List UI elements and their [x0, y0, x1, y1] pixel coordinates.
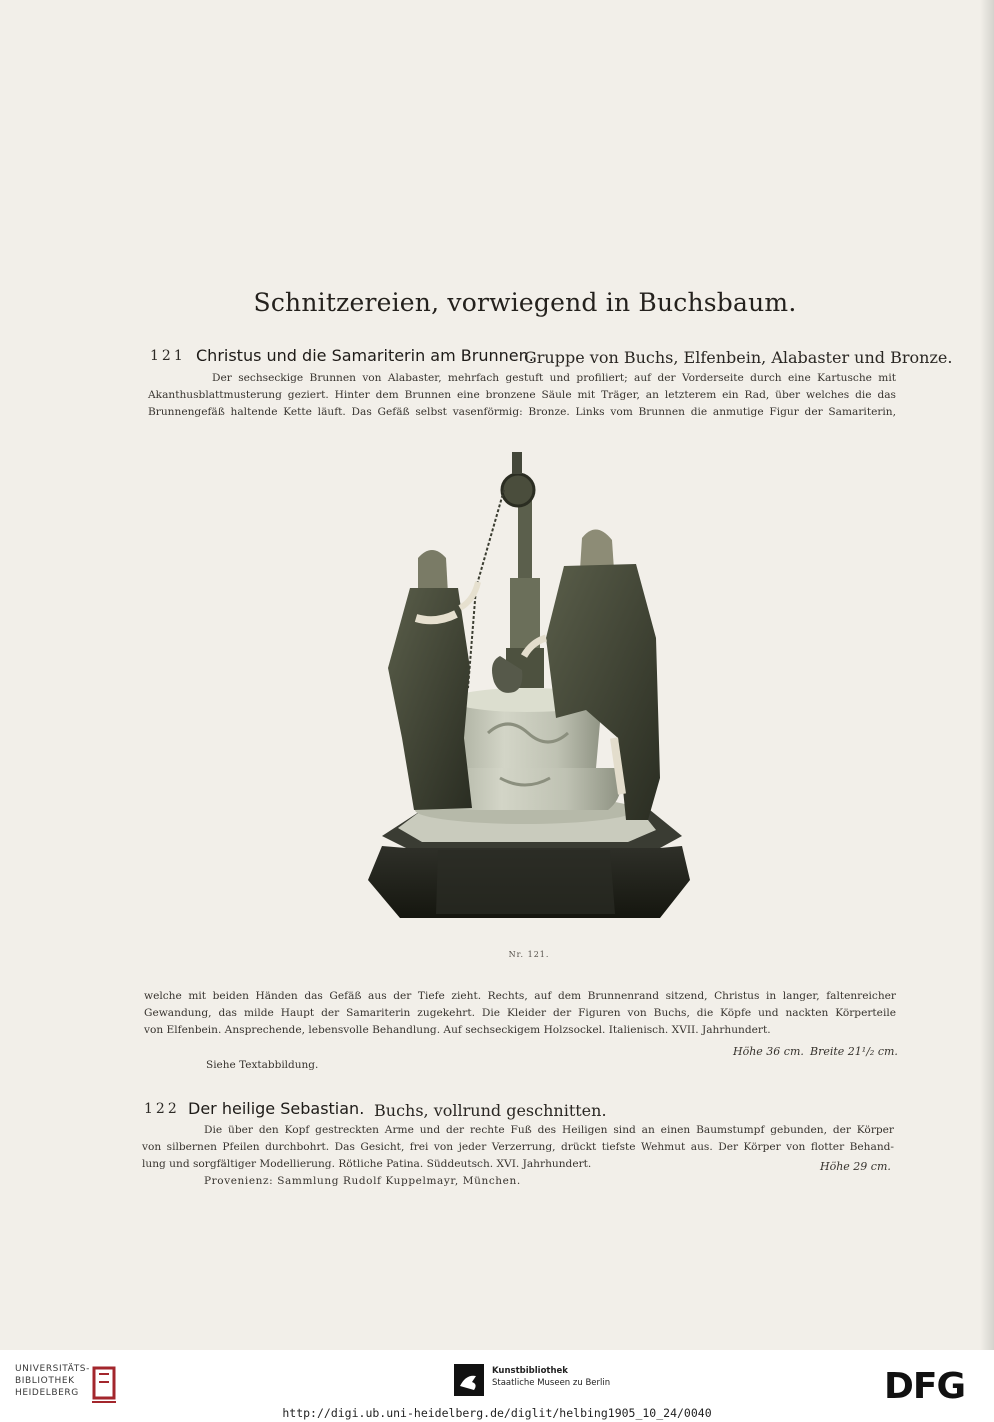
entry-122-provenance: Provenienz: Sammlung Rudolf Kuppelmayr, München.	[204, 1175, 521, 1187]
entry-121-note: Siehe Textabbildung.	[206, 1059, 319, 1071]
entry-122-height: Höhe 29 cm.	[820, 1160, 891, 1173]
entry-122-heading: Der heilige Sebastian.	[188, 1099, 365, 1118]
kb-subtitle: Staatliche Museen zu Berlin	[492, 1378, 611, 1388]
entry-121-line-1: Der sechseckige Brunnen von Alabaster, mehrfach gestuft und profiliert; auf der Vorderseite durch eine Kartusche mit	[212, 372, 896, 384]
entry-122-line-1: Die über den Kopf gestreckten Arme und der rechte Fuß des Heiligen sind an einen Baumstumpf gebunden, der Körper	[204, 1124, 894, 1136]
figure-caption: Nr. 121.	[508, 950, 550, 959]
page-url-link[interactable]: http://digi.ub.uni-heidelberg.de/diglit/helbing1905_10_24/0040	[282, 1406, 712, 1420]
entry-121-subheading: Gruppe von Buchs, Elfenbein, Alabaster und Bronze.	[524, 348, 953, 367]
entry-121-line-5: Gewandung, das milde Haupt der Samariterin zugekehrt. Die Kleider der Figuren von Buchs, die Köpfe und nackten Körperteile	[144, 1007, 896, 1019]
entry-121-line-6: von Elfenbein. Ansprechende, lebensvolle Behandlung. Auf sechseckigem Holzsockel. Italienisch. XVII. Jahrhundert.	[144, 1024, 771, 1036]
pulley-wheel	[502, 474, 534, 506]
page-title: Schnitzereien, vorwiegend in Buchsbaum.	[253, 288, 797, 317]
entry-122-line-2: von silbernen Pfeilen durchbohrt. Das Gesicht, frei von jeder Verzerrung, drückt tiefste Wehmut aus. Der Körper von flotter Behand-	[142, 1141, 894, 1153]
ub-name-line-2: BIBLIOTHEK	[15, 1376, 75, 1386]
entry-122-number: 122	[144, 1101, 180, 1117]
entry-121-line-4: welche mit beiden Händen das Gefäß aus der Tiefe zieht. Rechts, auf dem Brunnenrand sitzend, Christus in langer, faltenreicher	[144, 990, 896, 1002]
ub-name-line-1: UNIVERSITÄTS-	[15, 1364, 90, 1374]
entry-121-width: Breite 21¹/₂ cm.	[810, 1045, 898, 1058]
dfg-logo: DFG	[884, 1366, 966, 1407]
kb-name: Kunstbibliothek	[492, 1366, 568, 1376]
entry-121-heading: Christus und die Samariterin am Brunnen.	[196, 346, 534, 365]
ub-name-line-3: HEIDELBERG	[15, 1388, 79, 1398]
entry-121-line-2: Akanthusblattmusterung geziert. Hinter dem Brunnen eine bronzene Säule mit Träger, an letzterem ein Rad, über welches die das	[148, 389, 896, 401]
kunstbibliothek-eagle-icon	[454, 1364, 484, 1396]
sculpture-photo	[360, 438, 700, 928]
entry-122-line-3: lung und sorgfältiger Modellierung. Rötliche Patina. Süddeutsch. XVI. Jahrhundert.	[142, 1158, 592, 1170]
entry-121-number: 121	[150, 348, 186, 364]
entry-122-subheading: Buchs, vollrund geschnitten.	[374, 1101, 607, 1120]
entry-121-line-3: Brunnengefäß haltende Kette läuft. Das Gefäß selbst vasenförmig: Bronze. Links vom Brunnen die anmutige Figur der Samariterin,	[148, 406, 896, 418]
entry-121-height: Höhe 36 cm.	[733, 1045, 804, 1058]
